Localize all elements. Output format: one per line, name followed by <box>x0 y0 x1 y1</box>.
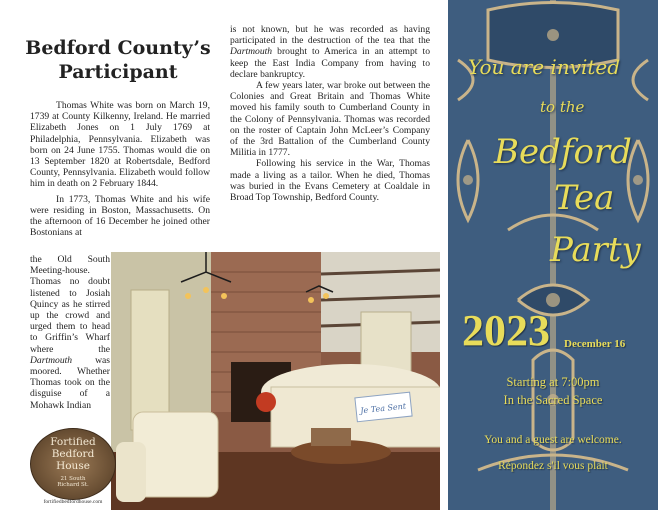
logo-url: fortifiedbedfordhouse.com <box>43 499 103 505</box>
title-line-2: Participant <box>58 61 178 83</box>
paragraph-tea <box>230 24 430 80</box>
fortified-house-logo <box>30 428 116 505</box>
invite-guest: You and a guest are welcome. <box>484 434 622 446</box>
logo-line-5: Richard St. <box>57 482 89 488</box>
paragraph-tailor: Following his service in the War, Thomas made a living as a tailor. When he died, Thomas was buried in the Evans Cemetery at Coaldale in Broad Top Township, Bedford County. <box>230 158 430 204</box>
paragraph-boston: In 1773, Thomas White and his wife were residing in Boston, Massachusetts. On the afternoon of 16 December he joined other Bostonians at <box>30 193 210 239</box>
logo-line-1: Fortified <box>50 436 96 448</box>
invite-you-are-invited: You are invited <box>468 55 621 79</box>
column-left <box>30 100 210 242</box>
invite-bedford: Bedford <box>494 132 632 172</box>
room-photo <box>111 252 440 510</box>
column-right <box>230 24 430 203</box>
invite-party: Party <box>550 230 641 270</box>
logo-line-3: House <box>56 460 90 472</box>
paragraph-birth: Thomas White was born on March 19, 1739 at County Kilkenny, Ireland. He married Elizabeth Jones on 1 July 1769 at Philadelphia, Pennsylvania. Elizabeth was born on 24 June 1755. Thomas would die on 13 September 1820 at Robertsdale, Bedford County, Pennsylvania. Elizabeth would follow him in death on 2 February 1844. <box>30 100 210 190</box>
invite-rsvp: Répondez s'il vous plait <box>498 460 608 472</box>
article-title <box>18 36 218 84</box>
column-left-narrow <box>30 254 110 411</box>
ship-name-2: Dartmouth <box>230 46 273 58</box>
paragraph-tea-a: is not known, but he was recorded as having participated in the destruction of the tea that the <box>230 24 430 47</box>
paragraph-tea-b: brought to America in an attempt to keep the East India Company from having to declare bankruptcy. <box>230 46 430 80</box>
pillow-text: Je Tea Sent <box>359 401 407 416</box>
room-illustration <box>111 252 440 510</box>
invite-start-time: Starting at 7:00pm <box>506 375 600 389</box>
paragraph-meeting-a: the Old South Meeting-house. Thomas no doubt listened to Josiah Quincy as he stirred up the crowd and urged them to head to Griffin’s Wharf where the <box>30 254 110 355</box>
title-line-1: Bedford County’s <box>25 37 211 59</box>
invite-place: In the Sacred Space <box>503 393 603 407</box>
logo-line-4: 21 South <box>60 476 86 482</box>
ship-name: Dartmouth <box>30 354 73 366</box>
invitation-panel <box>448 0 658 510</box>
invite-to-the: to the <box>540 98 585 116</box>
invite-date: December 16 <box>564 338 626 350</box>
paragraph-meeting-b: was moored. Whether Thomas took on the disguise of a Mohawk Indian <box>30 354 110 411</box>
paragraph-war: A few years later, war broke out between the Colonies and Great Britain and Thomas White moved his family south to Cumberland County in the Colony of Pennsylvania. Thomas was recorded on the roster of Captain John McLeer’s Company of the 3rd Battalion of the Cumberland County Militia in 1777. <box>230 80 430 159</box>
invite-year: 2023 <box>462 306 550 355</box>
logo-line-2: Bedford <box>51 448 95 460</box>
invite-tea: Tea <box>554 178 615 218</box>
